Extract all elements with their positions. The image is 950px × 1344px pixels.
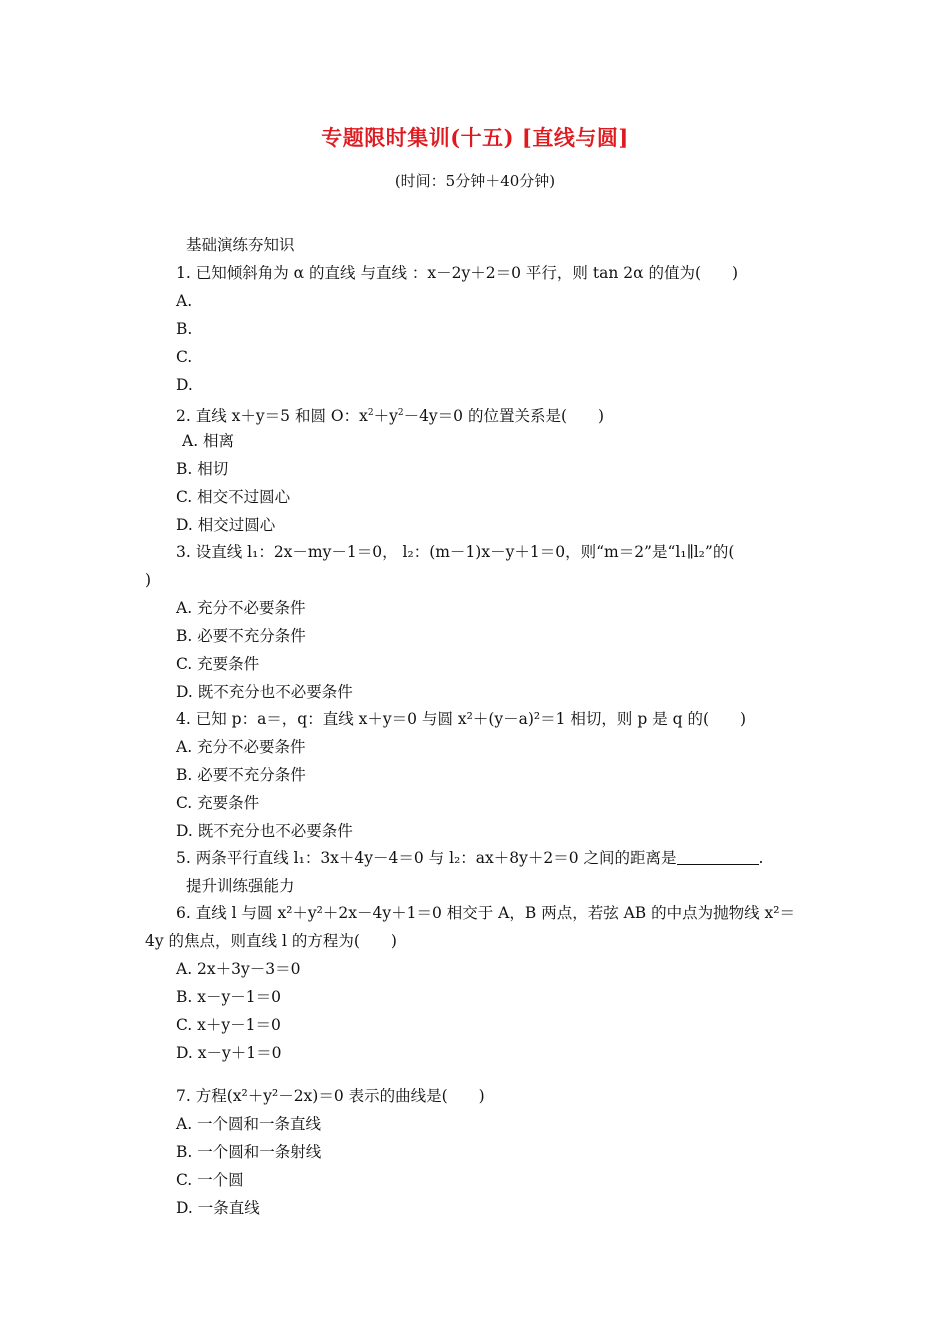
- question-3-line-2: ): [145, 571, 152, 589]
- question-4-option-b: B. 必要不充分条件: [176, 766, 306, 784]
- question-1-eq: ：x－2y＋2＝0 平行，则 tan 2α 的值为( ): [411, 264, 739, 282]
- question-5-text: 5. 两条平行直线 l₁：3x＋4y－4＝0 与 l₂：ax＋8y＋2＝0 之间的距离是: [176, 849, 677, 867]
- question-1-after-l: 与直线: [360, 264, 412, 282]
- question-5-end: .: [758, 849, 764, 867]
- question-6-option-c: C. x＋y－1＝0: [176, 1016, 281, 1034]
- question-7-option-a: A. 一个圆和一条直线: [176, 1115, 322, 1133]
- question-2-text-c: ＋y: [373, 407, 398, 425]
- question-5: [176, 848, 763, 868]
- question-2-option-d: D. 相交过圆心: [176, 516, 276, 534]
- question-3-option-a: A. 充分不必要条件: [176, 599, 306, 617]
- question-2-text-d: －4y＝0 的位置关系是( ): [403, 407, 605, 425]
- question-2-option-c: C. 相交不过圆心: [176, 488, 291, 506]
- question-7: 7. 方程(x²＋y²－2x)＝0 表示的曲线是( ): [176, 1087, 485, 1105]
- question-4-option-c: C. 充要条件: [176, 794, 260, 812]
- question-6-option-b: B. x－y－1＝0: [176, 988, 281, 1006]
- question-2-text-a: 2. 直线: [176, 407, 232, 425]
- question-4: 4. 已知 p：a＝，q：直线 x＋y＝0 与圆 x²＋(y－a)²＝1 相切，则 p 是 q 的( ): [176, 710, 747, 728]
- question-3-line-1: 3. 设直线 l₁：2x－my－1＝0， l₂：(m－1)x－y＋1＝0，则“m＝2”是“l₁∥l₂”的(: [176, 543, 735, 561]
- question-2: 2. 直线 x＋y＝5 和圆 O：$x^2+y^2-4y=0$ 的位置关系是( ): [176, 407, 605, 425]
- page-title: 专题限时集训(十五) [直线与圆]: [321, 125, 629, 150]
- question-2-option-b: B. 相切: [176, 460, 229, 478]
- question-1-option-b: B.: [176, 320, 193, 338]
- section-basic: 基础演练夯知识: [186, 236, 295, 254]
- question-7-option-b: B. 一个圆和一条射线: [176, 1143, 322, 1161]
- question-3-option-d: D. 既不充分也不必要条件: [176, 683, 353, 701]
- question-1-text: 1. 已知倾斜角为 α 的直线: [176, 264, 361, 282]
- section-advanced: 提升训练强能力: [186, 877, 295, 895]
- question-3-option-b: B. 必要不充分条件: [176, 627, 306, 645]
- question-7-option-c: C. 一个圆: [176, 1171, 244, 1189]
- question-7-option-d: D. 一条直线: [176, 1199, 260, 1217]
- question-1: [176, 263, 738, 283]
- question-6-line-1: 6. 直线 l 与圆 x²＋y²＋2x－4y＋1＝0 相交于 A，B 两点，若弦 AB 的中点为抛物线 x²＝: [176, 904, 796, 922]
- question-1-option-a: A.: [176, 292, 193, 310]
- question-4-option-d: D. 既不充分也不必要条件: [176, 822, 353, 840]
- answer-blank[interactable]: [677, 850, 759, 865]
- time-limit: (时间：5分钟＋40分钟): [394, 172, 556, 190]
- question-2-option-a: A. 相离: [182, 432, 235, 450]
- question-6-line-2: 4y 的焦点，则直线 l 的方程为( ): [145, 932, 397, 950]
- question-6-option-d: D. x－y＋1＝0: [176, 1044, 282, 1062]
- question-2-text-b: x＋y＝5 和圆 O：x: [231, 407, 368, 425]
- question-3-option-c: C. 充要条件: [176, 655, 260, 673]
- question-1-option-c: C.: [176, 348, 193, 366]
- question-4-option-a: A. 充分不必要条件: [176, 738, 306, 756]
- question-6-option-a: A. 2x＋3y－3＝0: [176, 960, 301, 978]
- question-1-option-d: D.: [176, 376, 193, 394]
